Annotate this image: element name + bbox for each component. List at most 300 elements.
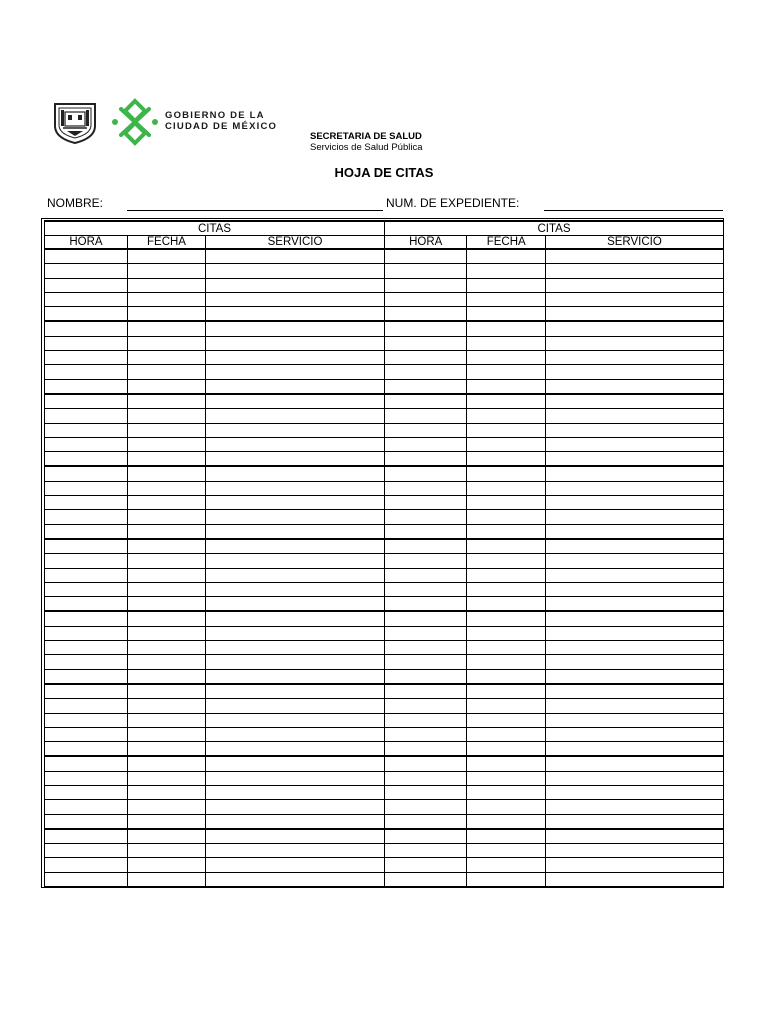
servicio-cell[interactable] [545, 568, 723, 582]
servicio-cell[interactable] [206, 496, 385, 510]
hora-cell[interactable] [385, 684, 467, 699]
fecha-cell[interactable] [128, 742, 206, 757]
servicio-cell[interactable] [206, 510, 385, 524]
hora-cell[interactable] [385, 452, 467, 467]
table-row [45, 423, 385, 437]
servicio-cell[interactable] [206, 264, 385, 278]
servicio-cell[interactable] [545, 800, 723, 814]
fecha-cell[interactable] [467, 742, 545, 757]
servicio-cell[interactable] [545, 394, 723, 409]
fecha-cell[interactable] [128, 800, 206, 814]
fecha-cell[interactable] [128, 727, 206, 741]
table-row [45, 844, 385, 858]
fecha-cell[interactable] [467, 800, 545, 814]
hora-cell[interactable] [45, 249, 128, 264]
fecha-cell[interactable] [128, 582, 206, 596]
servicio-cell[interactable] [206, 278, 385, 292]
servicio-cell[interactable] [545, 829, 723, 844]
servicio-cell[interactable] [545, 844, 723, 858]
table-row [45, 554, 385, 568]
servicio-cell[interactable] [206, 655, 385, 669]
hora-cell[interactable] [385, 264, 467, 278]
servicio-cell[interactable] [206, 713, 385, 727]
fecha-cell[interactable] [467, 872, 545, 887]
hora-cell[interactable] [385, 611, 467, 626]
servicio-cell[interactable] [206, 727, 385, 741]
fecha-cell[interactable] [467, 292, 545, 306]
fecha-cell[interactable] [128, 437, 206, 451]
servicio-cell[interactable] [545, 307, 723, 322]
servicio-cell[interactable] [206, 554, 385, 568]
servicio-cell[interactable] [545, 264, 723, 278]
table-row [45, 829, 385, 844]
table-row [385, 336, 724, 350]
servicio-cell[interactable] [206, 699, 385, 713]
servicio-cell[interactable] [545, 409, 723, 423]
table-row [385, 379, 724, 394]
fecha-cell[interactable] [128, 669, 206, 684]
hora-cell[interactable] [385, 466, 467, 481]
fecha-cell[interactable] [467, 785, 545, 799]
hora-cell[interactable] [45, 756, 128, 771]
servicio-cell[interactable] [545, 423, 723, 437]
hora-cell[interactable] [385, 829, 467, 844]
hora-cell[interactable] [45, 844, 128, 858]
table-row [385, 713, 724, 727]
hora-cell[interactable] [45, 452, 128, 467]
hora-cell[interactable] [45, 278, 128, 292]
coat-of-arms-icon [53, 100, 97, 144]
fecha-cell[interactable] [128, 307, 206, 322]
servicio-cell[interactable] [545, 641, 723, 655]
table-row [45, 756, 385, 771]
hora-cell[interactable] [45, 307, 128, 322]
table-row [45, 292, 385, 306]
hora-cell[interactable] [385, 669, 467, 684]
servicio-cell[interactable] [545, 554, 723, 568]
servicio-cell[interactable] [206, 582, 385, 596]
fecha-cell[interactable] [467, 510, 545, 524]
servicio-cell[interactable] [206, 336, 385, 350]
servicio-cell[interactable] [545, 814, 723, 829]
hora-cell[interactable] [385, 582, 467, 596]
hora-cell[interactable] [45, 785, 128, 799]
hora-cell[interactable] [45, 466, 128, 481]
hora-cell[interactable] [45, 829, 128, 844]
fecha-cell[interactable] [128, 510, 206, 524]
hora-cell[interactable] [45, 524, 128, 539]
fecha-cell[interactable] [467, 699, 545, 713]
hora-cell[interactable] [45, 641, 128, 655]
table-row [45, 800, 385, 814]
hora-cell[interactable] [45, 321, 128, 336]
hora-cell[interactable] [385, 278, 467, 292]
hora-cell[interactable] [385, 539, 467, 554]
fecha-cell[interactable] [467, 568, 545, 582]
hora-cell[interactable] [385, 844, 467, 858]
table-row [45, 771, 385, 785]
servicio-cell[interactable] [545, 452, 723, 467]
hora-cell[interactable] [385, 394, 467, 409]
servicio-cell[interactable] [206, 597, 385, 612]
servicio-cell[interactable] [206, 611, 385, 626]
hora-cell[interactable] [45, 684, 128, 699]
servicio-cell[interactable] [545, 437, 723, 451]
servicio-cell[interactable] [206, 669, 385, 684]
hora-cell[interactable] [385, 307, 467, 322]
fecha-cell[interactable] [467, 844, 545, 858]
hora-cell[interactable] [385, 249, 467, 264]
fecha-cell[interactable] [128, 684, 206, 699]
hora-cell[interactable] [45, 554, 128, 568]
hora-cell[interactable] [385, 481, 467, 495]
hora-cell[interactable] [45, 539, 128, 554]
servicio-cell[interactable] [206, 626, 385, 640]
fecha-cell[interactable] [128, 394, 206, 409]
fecha-cell[interactable] [467, 409, 545, 423]
fecha-cell[interactable] [467, 814, 545, 829]
fecha-cell[interactable] [128, 292, 206, 306]
fecha-cell[interactable] [467, 655, 545, 669]
table-row [385, 655, 724, 669]
hora-cell[interactable] [385, 524, 467, 539]
hora-cell[interactable] [45, 351, 128, 365]
servicio-cell[interactable] [206, 771, 385, 785]
nombre-field[interactable] [127, 210, 383, 211]
fecha-cell[interactable] [467, 597, 545, 612]
hora-cell[interactable] [45, 437, 128, 451]
hora-cell[interactable] [45, 800, 128, 814]
fecha-cell[interactable] [467, 684, 545, 699]
servicio-cell[interactable] [545, 626, 723, 640]
fecha-cell[interactable] [467, 727, 545, 741]
servicio-cell[interactable] [545, 771, 723, 785]
servicio-cell[interactable] [545, 524, 723, 539]
table-row [45, 611, 385, 626]
fecha-cell[interactable] [467, 496, 545, 510]
fecha-cell[interactable] [128, 423, 206, 437]
table-row [385, 611, 724, 626]
hora-cell[interactable] [45, 264, 128, 278]
fecha-cell[interactable] [467, 394, 545, 409]
hora-cell[interactable] [45, 336, 128, 350]
servicio-cell[interactable] [545, 611, 723, 626]
hora-cell[interactable] [45, 597, 128, 612]
servicio-cell[interactable] [545, 655, 723, 669]
hora-cell[interactable] [385, 365, 467, 379]
servicio-cell[interactable] [545, 684, 723, 699]
hora-cell[interactable] [45, 582, 128, 596]
hora-cell[interactable] [385, 727, 467, 741]
table-row [385, 365, 724, 379]
fecha-cell[interactable] [128, 771, 206, 785]
fecha-cell[interactable] [467, 249, 545, 264]
fecha-cell[interactable] [467, 351, 545, 365]
servicio-cell[interactable] [206, 379, 385, 394]
table-row [45, 785, 385, 799]
servicio-cell[interactable] [545, 858, 723, 872]
hora-cell[interactable] [45, 365, 128, 379]
hora-cell[interactable] [385, 321, 467, 336]
hora-cell[interactable] [45, 713, 128, 727]
hora-cell[interactable] [385, 872, 467, 887]
fecha-cell[interactable] [128, 785, 206, 799]
cdmx-logo-icon [109, 97, 161, 147]
fecha-cell[interactable] [128, 524, 206, 539]
table-row [385, 466, 724, 481]
servicio-cell[interactable] [206, 742, 385, 757]
servicio-cell[interactable] [206, 351, 385, 365]
fecha-cell[interactable] [467, 321, 545, 336]
hora-cell[interactable] [45, 626, 128, 640]
col-hora: HORA [45, 236, 128, 250]
fecha-cell[interactable] [128, 844, 206, 858]
servicio-cell[interactable] [545, 351, 723, 365]
fecha-cell[interactable] [128, 713, 206, 727]
fecha-cell[interactable] [467, 264, 545, 278]
fecha-cell[interactable] [128, 351, 206, 365]
hora-cell[interactable] [45, 394, 128, 409]
fecha-cell[interactable] [467, 278, 545, 292]
fecha-cell[interactable] [467, 858, 545, 872]
hora-cell[interactable] [45, 568, 128, 582]
fecha-cell[interactable] [467, 365, 545, 379]
hora-cell[interactable] [385, 437, 467, 451]
hora-cell[interactable] [385, 423, 467, 437]
hora-cell[interactable] [385, 496, 467, 510]
servicio-cell[interactable] [545, 597, 723, 612]
hora-cell[interactable] [45, 858, 128, 872]
servicio-cell[interactable] [545, 496, 723, 510]
government-name [165, 110, 277, 132]
hora-cell[interactable] [45, 292, 128, 306]
servicio-cell[interactable] [206, 756, 385, 771]
expediente-label: NUM. DE EXPEDIENTE: [386, 196, 520, 210]
servicio-cell[interactable] [206, 844, 385, 858]
table-row [45, 713, 385, 727]
servicio-cell[interactable] [206, 481, 385, 495]
table-row [45, 582, 385, 596]
fecha-cell[interactable] [128, 829, 206, 844]
servicio-cell[interactable] [206, 321, 385, 336]
hora-cell[interactable] [45, 771, 128, 785]
fecha-cell[interactable] [467, 756, 545, 771]
fecha-cell[interactable] [467, 582, 545, 596]
servicio-cell[interactable] [545, 481, 723, 495]
fecha-cell[interactable] [128, 249, 206, 264]
servicio-cell[interactable] [545, 379, 723, 394]
hora-cell[interactable] [385, 858, 467, 872]
servicio-cell[interactable] [545, 872, 723, 887]
hora-cell[interactable] [385, 597, 467, 612]
servicio-cell[interactable] [545, 292, 723, 306]
table-row [45, 321, 385, 336]
fecha-cell[interactable] [128, 452, 206, 467]
hora-cell[interactable] [385, 800, 467, 814]
fecha-cell[interactable] [128, 872, 206, 887]
hora-cell[interactable] [45, 409, 128, 423]
hora-cell[interactable] [45, 727, 128, 741]
hora-cell[interactable] [45, 481, 128, 495]
table-row [45, 568, 385, 582]
hora-cell[interactable] [385, 292, 467, 306]
hora-cell[interactable] [385, 756, 467, 771]
servicio-cell[interactable] [206, 814, 385, 829]
fecha-cell[interactable] [128, 814, 206, 829]
servicio-cell[interactable] [206, 249, 385, 264]
servicio-cell[interactable] [545, 249, 723, 264]
hora-cell[interactable] [385, 554, 467, 568]
secretaria-label: SECRETARIA DE SALUD [310, 131, 422, 142]
servicio-cell[interactable] [206, 829, 385, 844]
hora-cell[interactable] [385, 771, 467, 785]
hora-cell[interactable] [45, 872, 128, 887]
servicio-cell[interactable] [545, 756, 723, 771]
servicio-cell[interactable] [206, 307, 385, 322]
servicio-cell[interactable] [206, 684, 385, 699]
fecha-cell[interactable] [128, 321, 206, 336]
fecha-cell[interactable] [467, 481, 545, 495]
fecha-cell[interactable] [128, 756, 206, 771]
servicio-cell[interactable] [545, 466, 723, 481]
servicio-cell[interactable] [545, 510, 723, 524]
hora-cell[interactable] [45, 814, 128, 829]
fecha-cell[interactable] [467, 452, 545, 467]
hora-cell[interactable] [385, 568, 467, 582]
hora-cell[interactable] [385, 655, 467, 669]
servicio-cell[interactable] [545, 669, 723, 684]
fecha-cell[interactable] [128, 264, 206, 278]
servicio-cell[interactable] [206, 409, 385, 423]
servicio-cell[interactable] [206, 394, 385, 409]
servicio-cell[interactable] [206, 365, 385, 379]
servicio-cell[interactable] [545, 713, 723, 727]
table-row [385, 829, 724, 844]
hora-cell[interactable] [385, 351, 467, 365]
fecha-cell[interactable] [467, 626, 545, 640]
hora-cell[interactable] [45, 669, 128, 684]
servicio-cell[interactable] [545, 785, 723, 799]
fecha-cell[interactable] [128, 496, 206, 510]
fecha-cell[interactable] [128, 858, 206, 872]
hora-cell[interactable] [385, 742, 467, 757]
fecha-cell[interactable] [467, 641, 545, 655]
fecha-cell[interactable] [128, 278, 206, 292]
table-row [385, 684, 724, 699]
hora-cell[interactable] [385, 336, 467, 350]
hora-cell[interactable] [385, 814, 467, 829]
servicio-cell[interactable] [206, 539, 385, 554]
fecha-cell[interactable] [467, 336, 545, 350]
hora-cell[interactable] [45, 655, 128, 669]
servicio-cell[interactable] [545, 336, 723, 350]
servicio-cell[interactable] [545, 582, 723, 596]
fecha-cell[interactable] [128, 655, 206, 669]
servicio-cell[interactable] [545, 278, 723, 292]
servicio-cell[interactable] [545, 539, 723, 554]
hora-cell[interactable] [385, 785, 467, 799]
fecha-cell[interactable] [467, 669, 545, 684]
hora-cell[interactable] [385, 713, 467, 727]
servicio-cell[interactable] [206, 568, 385, 582]
servicio-cell[interactable] [545, 727, 723, 741]
fecha-cell[interactable] [128, 409, 206, 423]
fecha-cell[interactable] [128, 568, 206, 582]
servicio-cell[interactable] [206, 785, 385, 799]
fecha-cell[interactable] [128, 336, 206, 350]
servicio-cell[interactable] [206, 524, 385, 539]
hora-cell[interactable] [385, 699, 467, 713]
hora-cell[interactable] [45, 510, 128, 524]
hora-cell[interactable] [385, 626, 467, 640]
table-row [45, 669, 385, 684]
fecha-cell[interactable] [467, 611, 545, 626]
servicio-cell[interactable] [545, 365, 723, 379]
servicio-cell[interactable] [206, 466, 385, 481]
hora-cell[interactable] [45, 379, 128, 394]
hora-cell[interactable] [45, 496, 128, 510]
fecha-cell[interactable] [467, 437, 545, 451]
servicio-cell[interactable] [206, 641, 385, 655]
expediente-field[interactable] [544, 210, 723, 211]
fecha-cell[interactable] [128, 597, 206, 612]
hora-cell[interactable] [45, 742, 128, 757]
hora-cell[interactable] [45, 611, 128, 626]
servicio-cell[interactable] [206, 858, 385, 872]
servicio-cell[interactable] [206, 452, 385, 467]
servicio-cell[interactable] [206, 872, 385, 887]
hora-cell[interactable] [45, 423, 128, 437]
servicio-cell[interactable] [206, 437, 385, 451]
col-hora: HORA [385, 236, 467, 250]
fecha-cell[interactable] [467, 829, 545, 844]
hora-cell[interactable] [45, 699, 128, 713]
servicio-cell[interactable] [206, 292, 385, 306]
fecha-cell[interactable] [467, 379, 545, 394]
table-row [385, 249, 724, 264]
fecha-cell[interactable] [467, 554, 545, 568]
servicio-cell[interactable] [545, 321, 723, 336]
servicio-cell[interactable] [545, 742, 723, 757]
fecha-cell[interactable] [128, 699, 206, 713]
fecha-cell[interactable] [128, 379, 206, 394]
hora-cell[interactable] [385, 510, 467, 524]
fecha-cell[interactable] [128, 466, 206, 481]
hora-cell[interactable] [385, 409, 467, 423]
hora-cell[interactable] [385, 641, 467, 655]
fecha-cell[interactable] [128, 641, 206, 655]
table-row [45, 872, 385, 887]
fecha-cell[interactable] [467, 524, 545, 539]
servicio-cell[interactable] [206, 423, 385, 437]
fecha-cell[interactable] [128, 481, 206, 495]
fecha-cell[interactable] [128, 365, 206, 379]
fecha-cell[interactable] [128, 539, 206, 554]
fecha-cell[interactable] [128, 626, 206, 640]
table-row [45, 264, 385, 278]
fecha-cell[interactable] [467, 713, 545, 727]
fecha-cell[interactable] [467, 771, 545, 785]
servicio-cell[interactable] [206, 800, 385, 814]
fecha-cell[interactable] [467, 423, 545, 437]
hora-cell[interactable] [385, 379, 467, 394]
servicio-cell[interactable] [545, 699, 723, 713]
fecha-cell[interactable] [128, 611, 206, 626]
fecha-cell[interactable] [467, 307, 545, 322]
fecha-cell[interactable] [467, 539, 545, 554]
fecha-cell[interactable] [467, 466, 545, 481]
fecha-cell[interactable] [128, 554, 206, 568]
